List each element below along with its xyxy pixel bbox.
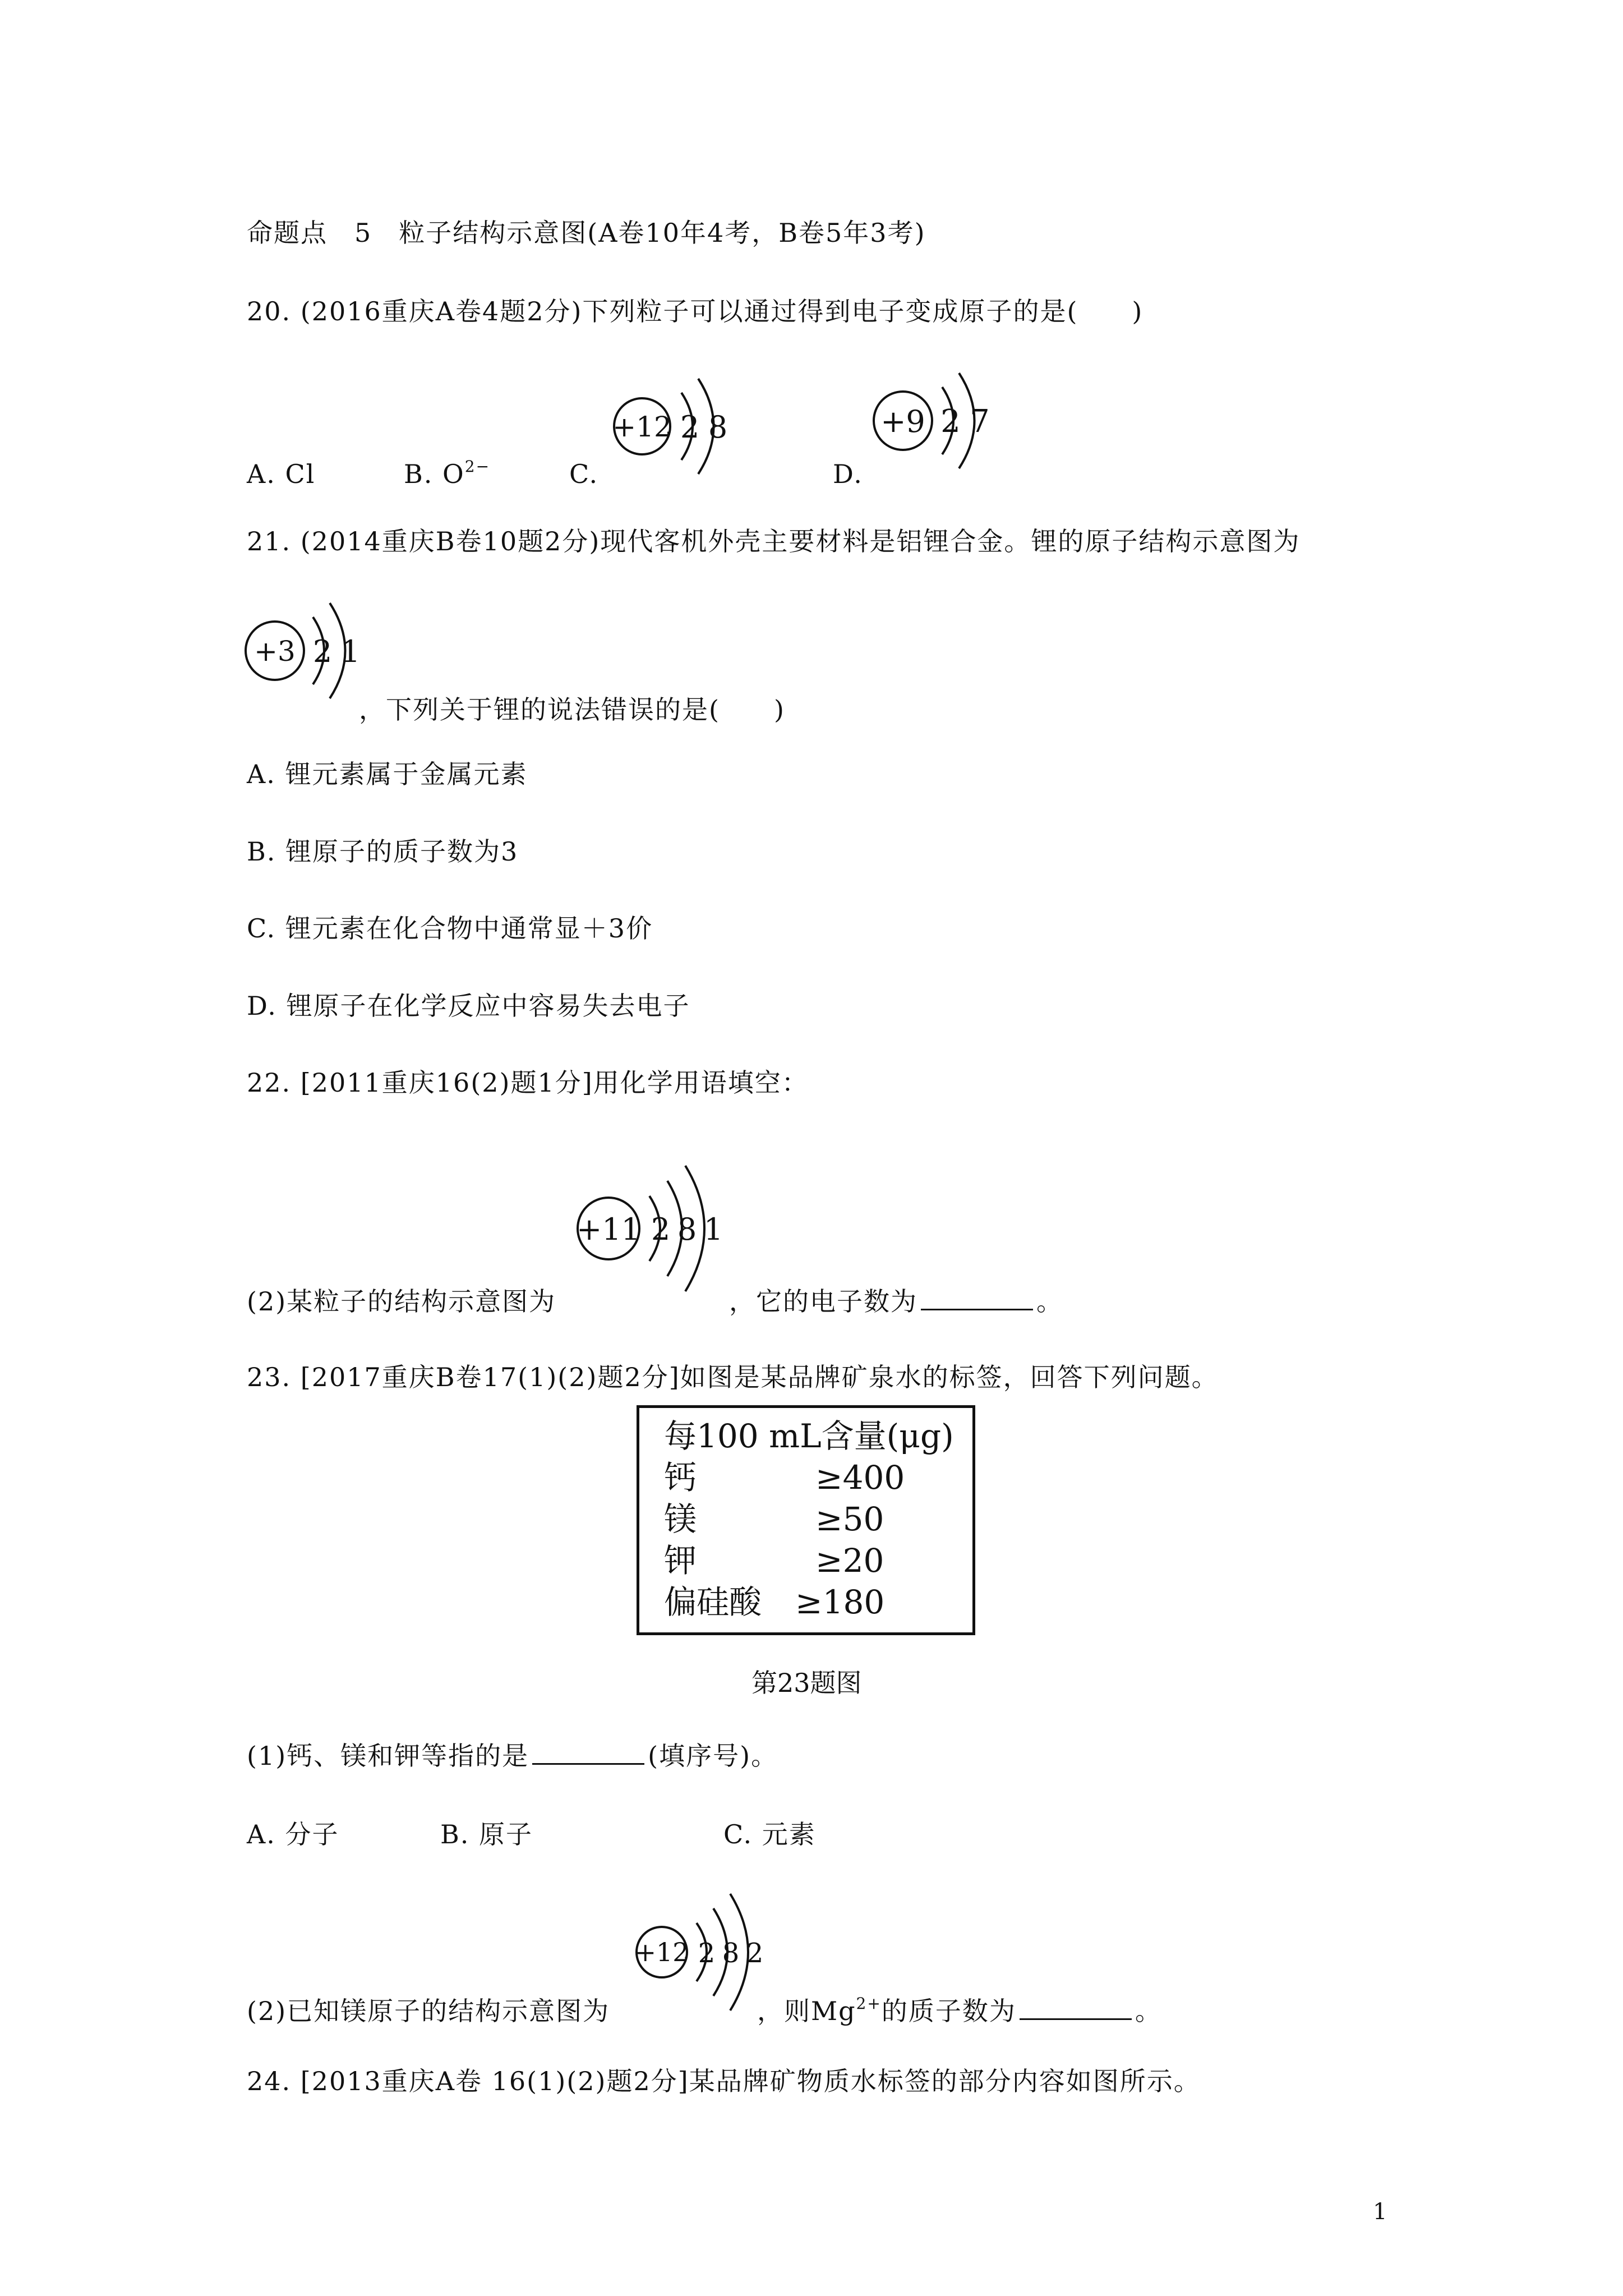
q22-sub2-end: 。 — [1036, 1286, 1063, 1317]
q20-stem: 20. (2016重庆A卷4题2分)下列粒子可以通过得到电子变成原子的是( ) — [247, 296, 1144, 326]
shell-electrons-2: 8 — [708, 409, 728, 445]
q24-stem: 24. [2013重庆A卷 16(1)(2)题2分]某品牌矿物质水标签的部分内容如图所示。 — [247, 2066, 1201, 2096]
shell-electrons-2: 1 — [340, 634, 361, 669]
shell-electrons-2: 8 — [722, 1938, 740, 1969]
q23-sub2-answer-blank[interactable] — [1020, 1996, 1132, 2020]
q23-option-b: B. 原子 — [440, 1819, 533, 1849]
q20-option-b-text: B. O — [404, 459, 465, 489]
nucleus-charge: +3 — [254, 635, 296, 668]
label-row-value: ≥180 — [795, 1583, 885, 1621]
q23-option-a: A. 分子 — [247, 1819, 339, 1849]
label-row-value: ≥400 — [815, 1458, 905, 1497]
q20-atom-d-diagram — [866, 353, 1012, 488]
mineral-water-label — [637, 1405, 975, 1635]
shell-electrons-2: 8 — [677, 1212, 697, 1247]
q22-sub2-suffix — [729, 1285, 1063, 1318]
nucleus-charge: +12 — [634, 1937, 689, 1967]
shell-electrons-1: 2 — [312, 634, 333, 669]
label-row-value: ≥50 — [815, 1500, 884, 1538]
q23-sub2-prefix: (2)已知镁原子的结构示意图为 — [247, 1996, 610, 2026]
shell-electrons-1: 2 — [940, 403, 961, 440]
q23-sub1-prefix: (1)钙、镁和钾等指的是 — [247, 1741, 529, 1771]
q23-sub2-mid: ，则Mg — [757, 1996, 856, 2026]
q23-option-c: C. 元素 — [723, 1819, 816, 1849]
q23-sub2-end: 。 — [1135, 1996, 1162, 2026]
label-row-name: 镁 — [664, 1500, 697, 1538]
label-row-value: ≥20 — [815, 1542, 884, 1580]
q20-option-d: D. — [833, 459, 863, 489]
shell-electrons-3: 1 — [703, 1212, 723, 1247]
q23-sub2-sup: 2+ — [856, 1994, 882, 2013]
label-title: 每100 mL含量(μg) — [664, 1417, 954, 1455]
q21-option-c: C. 锂元素在化合物中通常显＋3价 — [247, 913, 653, 944]
q21-option-b: B. 锂原子的质子数为3 — [247, 836, 519, 867]
q20-atom-c-diagram — [606, 359, 751, 494]
q23-sub1 — [247, 1739, 778, 1773]
label-row-name: 钙 — [664, 1458, 697, 1497]
q20-option-c: C. — [569, 459, 599, 489]
q21-stem-continuation: ，下列关于锂的说法错误的是( ) — [359, 694, 785, 725]
shell-electrons-3: 2 — [746, 1938, 764, 1969]
section-heading: 命题点 5 粒子结构示意图(A卷10年4考，B卷5年3考) — [247, 218, 926, 248]
q20-option-b-sup: 2− — [464, 457, 491, 476]
shell-electrons-2: 7 — [970, 403, 990, 440]
q21-option-a: A. 锂元素属于金属元素 — [247, 759, 528, 789]
q20-option-a: A. Cl — [247, 459, 316, 489]
page-number: 1 — [1373, 2199, 1387, 2225]
nucleus-charge: +12 — [612, 411, 672, 443]
shell-electrons-1: 2 — [680, 409, 700, 445]
q22-answer-blank[interactable] — [921, 1286, 1033, 1310]
figure-caption: 第23题图 — [751, 1668, 862, 1698]
q22-stem: 22. [2011重庆16(2)题1分]用化学用语填空： — [247, 1068, 809, 1098]
label-row-name: 偏硅酸 — [664, 1583, 762, 1621]
q22-sub2-text: ，它的电子数为 — [729, 1286, 917, 1317]
shell-electrons-1: 2 — [651, 1212, 671, 1247]
shell-electrons-1: 2 — [698, 1938, 716, 1969]
q23-sub2-suffix — [757, 1994, 1162, 2032]
q23-sub1-suffix: (填序号)。 — [648, 1741, 778, 1771]
q21-stem: 21. (2014重庆B卷10题2分)现代客机外壳主要材料是铝锂合金。锂的原子结构示意图为 — [247, 526, 1301, 556]
nucleus-charge: +11 — [577, 1212, 640, 1247]
q23-stem: 23. [2017重庆B卷17(1)(2)题2分]如图是某品牌矿泉水的标签，回答下列问题。 — [247, 1362, 1219, 1392]
q21-option-d: D. 锂原子在化学反应中容易失去电子 — [247, 991, 690, 1021]
q23-sub2-text: 的质子数为 — [881, 1996, 1016, 2026]
q22-sub2-prefix: (2)某粒子的结构示意图为 — [247, 1286, 556, 1317]
nucleus-charge: +9 — [880, 404, 925, 439]
q22-atom-diagram — [572, 1156, 757, 1301]
q23-sub1-answer-blank[interactable] — [532, 1741, 644, 1765]
q20-option-b — [404, 457, 490, 495]
label-row-name: 钾 — [664, 1542, 697, 1580]
